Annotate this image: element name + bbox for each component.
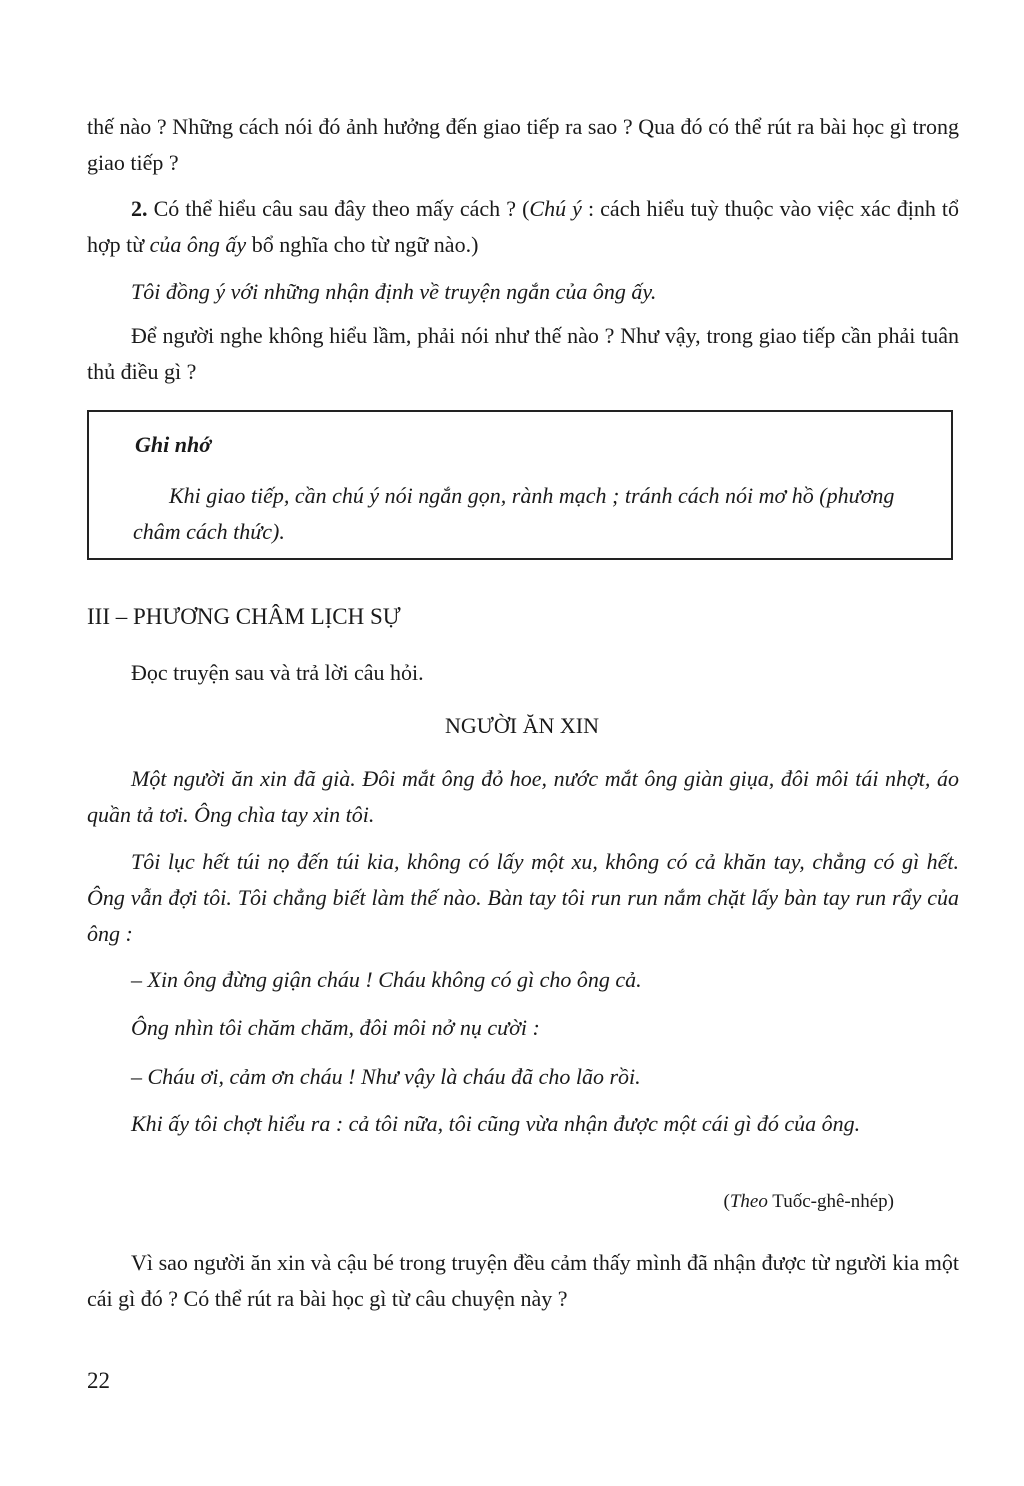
story-paragraph — [87, 1010, 959, 1046]
source-prefix: Theo — [729, 1191, 768, 1212]
note-box-title: Ghi nhớ — [135, 432, 212, 457]
story-paragraph — [87, 761, 959, 833]
intro-continuation: thế nào ? Những cách nói đó ảnh hưởng đến giao tiếp ra sao ? Qua đó có thể rút ra bài học gì trong giao tiếp ? — [87, 114, 959, 175]
section-heading: III – PHƯƠNG CHÂM LỊCH SỰ — [87, 604, 401, 629]
example-sentence-text: Tôi đồng ý với những nhận định về truyện ngắn của ông ấy. — [131, 279, 657, 304]
question-text: bổ nghĩa cho từ ngữ nào.) — [246, 232, 479, 257]
note-box — [87, 410, 953, 560]
story-paragraph — [87, 1059, 959, 1095]
story-paragraph-text: – Xin ông đừng giận cháu ! Cháu không có gì cho ông cả. — [131, 967, 642, 992]
source-author: Tuốc-ghê-nhép — [772, 1191, 888, 1212]
story-source: (Theo Tuốc-ghê-nhép) — [723, 1191, 894, 1212]
note-label: Chú ý — [529, 196, 582, 221]
note-box-text: Khi giao tiếp, cần chú ý nói ngắn gọn, rành mạch ; tránh cách nói mơ hồ (phương châm cách thức). — [133, 483, 895, 544]
question-2 — [87, 191, 959, 263]
phrase: của ông ấy — [149, 232, 247, 257]
story-paragraph-text: Một người ăn xin đã già. Đôi mắt ông đỏ hoe, nước mắt ông giàn giụa, đôi môi tái nhợt, áo quần tả tơi. Ông chìa tay xin tôi. — [87, 766, 959, 827]
final-question: Vì sao người ăn xin và cậu bé trong truyện đều cảm thấy mình đã nhận được từ người kia một cái gì đó ? Có thể rút ra bài học gì từ câu chuyện này ? — [87, 1250, 959, 1311]
story-paragraph-text: Ông nhìn tôi chăm chăm, đôi môi nở nụ cười : — [131, 1015, 540, 1040]
story-paragraph — [87, 962, 959, 998]
story-title: NGƯỜI ĂN XIN — [445, 713, 599, 738]
question-followup: Để người nghe không hiểu lầm, phải nói như thế nào ? Như vậy, trong giao tiếp cần phải tuân thủ điều gì ? — [87, 323, 959, 384]
question-text: : cách hiểu tuỳ thuộc vào việc xác định tổ hợp từ — [87, 196, 960, 257]
page-number: 22 — [87, 1368, 110, 1393]
instruction: Đọc truyện sau và trả lời câu hỏi. — [131, 660, 424, 685]
story-paragraph-text: Tôi lục hết túi nọ đến túi kia, không có lấy một xu, không có cả khăn tay, chẳng có gì hết. Ông vẫn đợi tôi. Tôi chẳng biết làm thế nào. Bàn tay tôi run run nắm chặt lấy bàn tay run rẩy của ông : — [87, 849, 959, 946]
story-paragraph-text: – Cháu ơi, cảm ơn cháu ! Như vậy là cháu đã cho lão rồi. — [131, 1064, 641, 1089]
question-text: Có thể hiểu câu sau đây theo mấy cách ? ( — [147, 196, 530, 221]
story-paragraph-text: Khi ấy tôi chợt hiểu ra : cả tôi nữa, tôi cũng vừa nhận được một cái gì đó của ông. — [131, 1111, 861, 1136]
example-sentence — [87, 274, 959, 310]
story-paragraph — [87, 1106, 959, 1142]
question-number: 2. — [131, 196, 148, 221]
story-paragraph — [87, 844, 959, 952]
